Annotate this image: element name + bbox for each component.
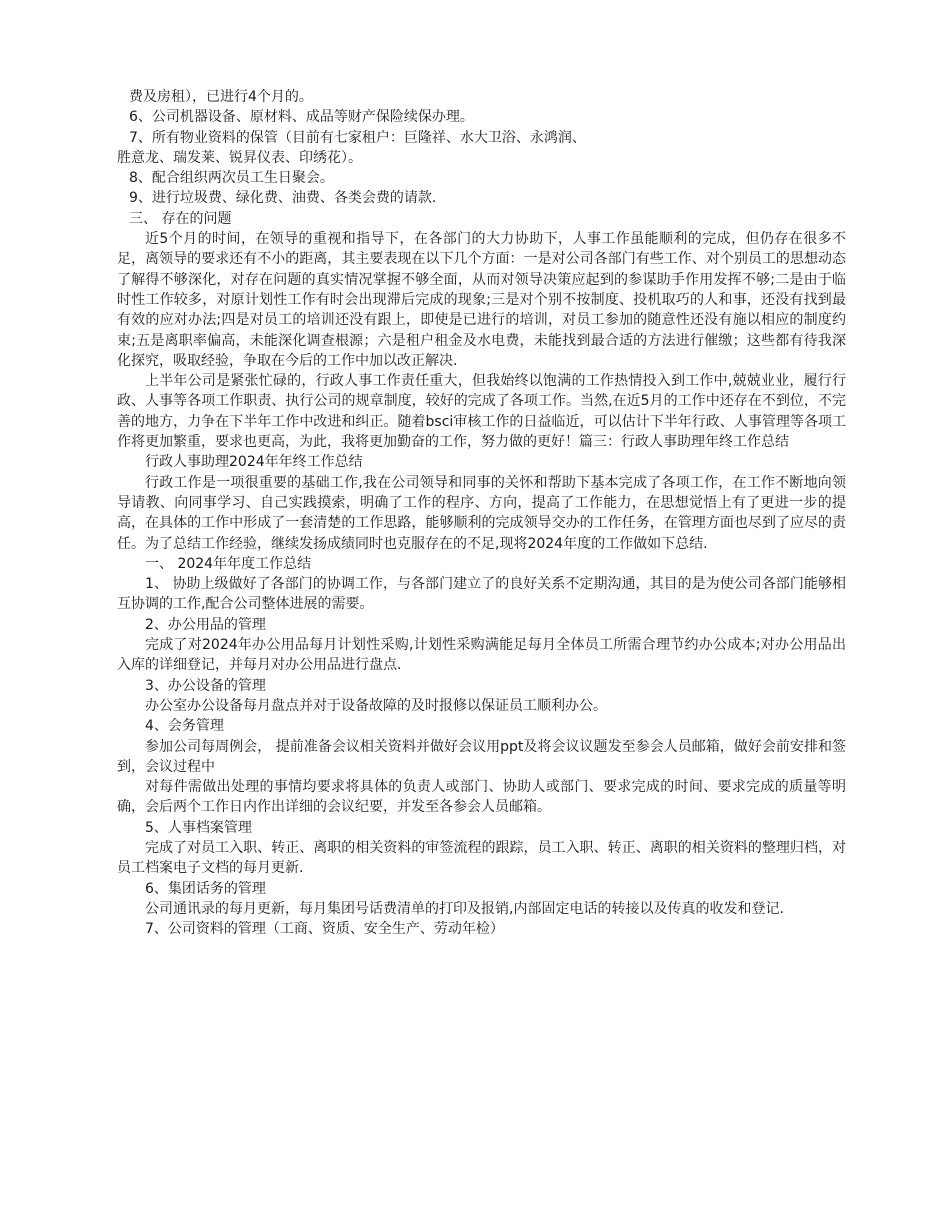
subsection-heading: 6、集团话务的管理 xyxy=(145,880,266,897)
body-paragraph: 上半年公司是紧张忙碌的，行政人事工作责任重大，但我始终以饱满的工作热情投入到工作中,兢兢业业，履行行政、人事等各项工作职责、执行公司的规章制度，较好的完成了各项工作。当然,在近5月的工作中还存在不到位，不完善的地方，力争在下半年工作中改进和纠正。随着bsci审核工作的日益临近，可以估计下半年行政、人事管理等各项工作将更加繁重，要求也更高，为此，我将更加勤奋的工作，努力做的更好！篇三：行政人事助理年终工作总结 xyxy=(117,373,846,451)
list-item: 9、进行垃圾费、绿化费、油费、各类会费的请款. xyxy=(129,190,437,207)
body-paragraph: 1、 协助上级做好了各部门的协调工作，与各部门建立了的良好关系不定期沟通，其目的是为使公司各部门能够相互协调的工作,配合公司整体进展的需要。 xyxy=(117,576,846,613)
subsection-heading: 4、会务管理 xyxy=(145,718,224,735)
body-paragraph: 完成了对2024年办公用品每月计划性采购,计划性采购满能足每月全体员工所需合理节约办公成本;对办公用品出入库的详细登记，并每月对办公用品进行盘点. xyxy=(117,637,846,674)
list-item: 6、公司机器设备、原材料、成品等财产保险续保办理。 xyxy=(129,109,474,126)
body-paragraph: 公司通讯录的每月更新，每月集团号话费清单的打印及报销,内部固定电话的转接以及传真的收发和登记. xyxy=(145,900,784,917)
body-paragraph: 对每件需做出处理的事情均要求将具体的负责人或部门、协助人或部门、要求完成的时间、要求完成的质量等明确，会后两个工作日内作出详细的会议纪要，并发至各参会人员邮箱。 xyxy=(117,779,846,816)
subsection-heading: 2、办公用品的管理 xyxy=(145,616,266,633)
body-paragraph: 参加公司每周例会， 提前准备会议相关资料并做好会议用ppt及将会议议题发至参会人员邮箱，做好会前安排和签到，会议过程中 xyxy=(117,738,846,775)
list-item: 8、配合组织两次员工生日聚会。 xyxy=(129,170,334,187)
subsection-heading: 5、人事档案管理 xyxy=(145,819,252,836)
section-heading: 一、 2024年年度工作总结 xyxy=(145,555,312,572)
section-heading: 三、 存在的问题 xyxy=(129,210,232,227)
subsection-heading: 7、公司资料的管理（工商、资质、安全生产、劳动年检） xyxy=(145,921,504,938)
list-item-continuation: 胜意龙、瑞发莱、锐昇仪表、印绣花）。 xyxy=(117,149,362,166)
document-subtitle: 行政人事助理2024年年终工作总结 xyxy=(145,454,363,471)
body-paragraph: 办公室办公设备每月盘点并对于设备故障的及时报修以保证员工顺利办公。 xyxy=(145,697,607,714)
body-paragraph: 近5个月的时间，在领导的重视和指导下，在各部门的大力协助下，人事工作虽能顺利的完成，但仍存在很多不足，离领导的要求还有不小的距离，其主要表现在以下几个方面：一是对公司各部门有些工作、对个别员工的思想动态了解得不够深化，对存在问题的真实情况掌握不够全面，从而对领导决策应起到的参谋助手作用发挥不够;二是由于临时性工作较多，对原计划性工作有时会出现滞后完成的现象;三是对个别不按制度、投机取巧的人和事，还没有找到最有效的应对办法;四是对员工的培训还没有跟上，即使是已进行的培训，对员工参加的随意性还没有施以相应的制度约束;五是离职率偏高，未能深化调查根源；六是租户租金及水电费，未能找到最合适的方法进行催缴；这些都有待我深化探究，吸取经验，争取在今后的工作中加以改正解决. xyxy=(117,231,846,369)
list-item: 7、所有物业资料的保管（目前有七家租户：巨隆祥、水大卫浴、永鸿润、 xyxy=(129,129,586,146)
subsection-heading: 3、办公设备的管理 xyxy=(145,677,266,694)
list-item: 费及房租），已进行4个月的。 xyxy=(129,89,313,105)
body-paragraph: 行政工作是一项很重要的基础工作,我在公司领导和同事的关怀和帮助下基本完成了各项工作，在工作不断地向领导请教、向同事学习、自己实践摸索，明确了工作的程序、方向，提高了工作能力，在思想觉悟上有了更进一步的提高，在具体的工作中形成了一套清楚的工作思路，能够顺利的完成领导交办的工作任务，在管理方面也尽到了应尽的责任。为了总结工作经验，继续发扬成绩同时也克服存在的不足,现将2024年度的工作做如下总结. xyxy=(117,474,846,552)
body-paragraph: 完成了对员工入职、转正、离职的相关资料的审签流程的跟踪，员工入职、转正、离职的相关资料的整理归档，对员工档案电子文档的每月更新. xyxy=(117,839,846,877)
